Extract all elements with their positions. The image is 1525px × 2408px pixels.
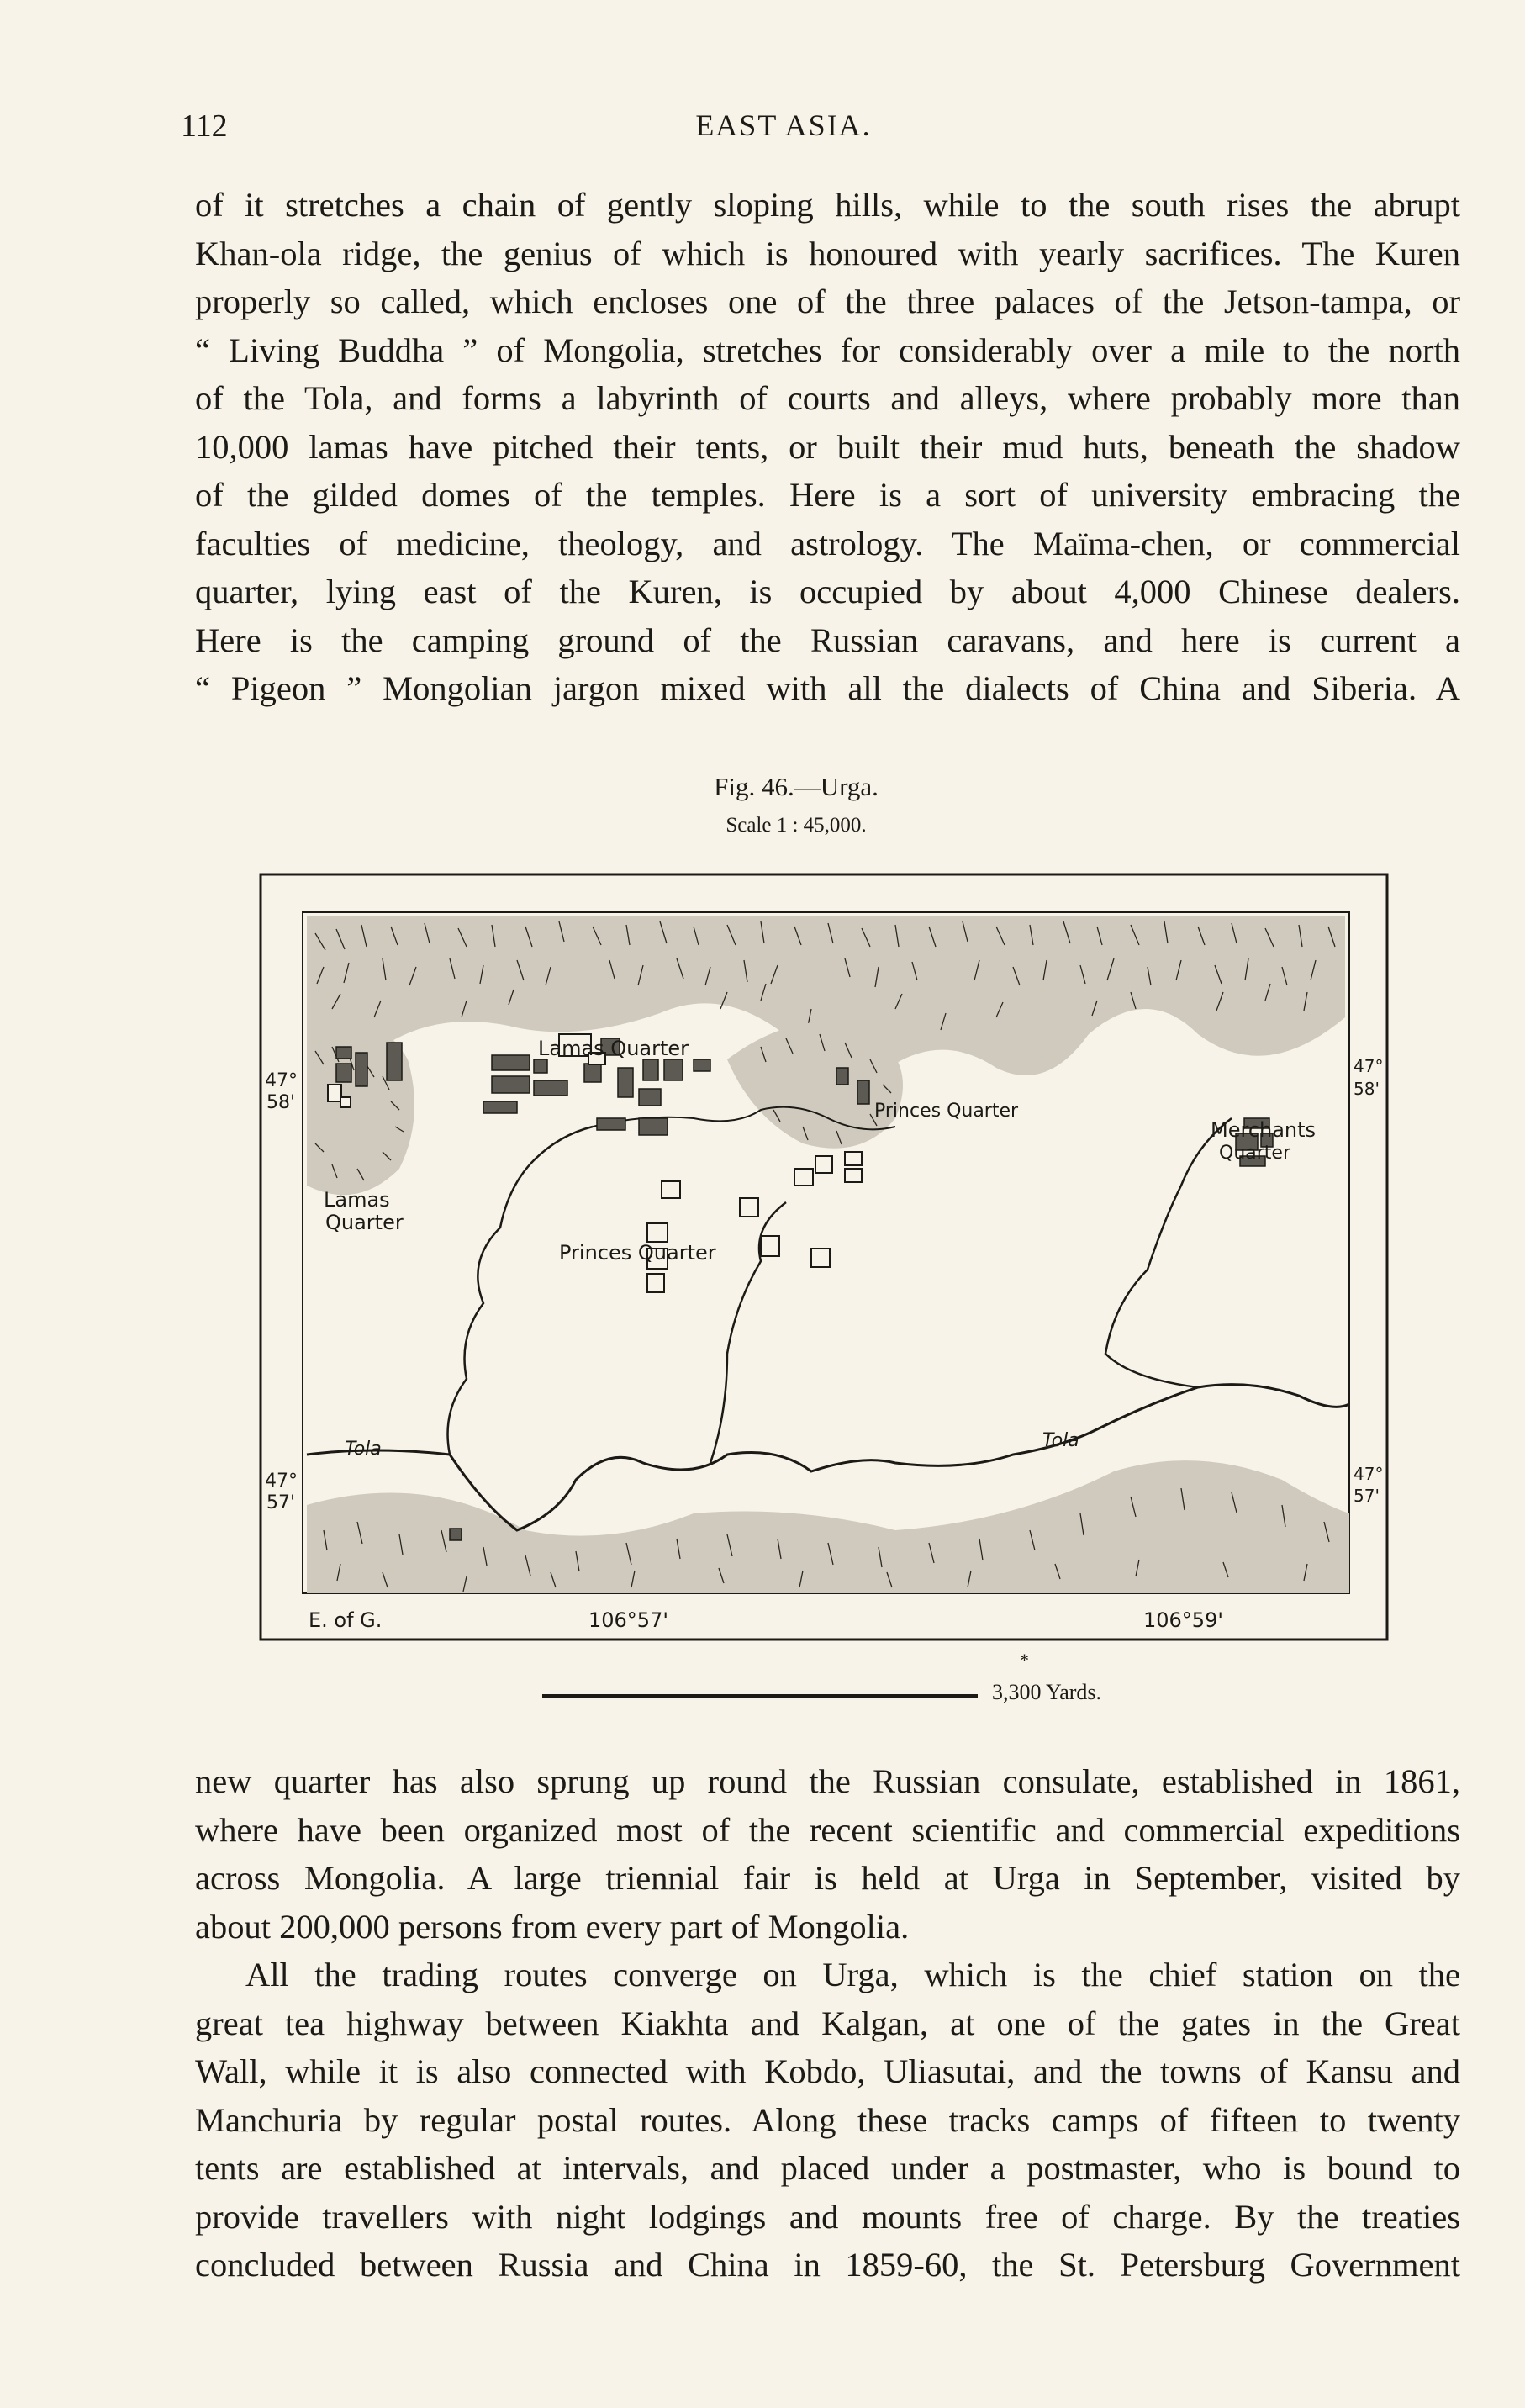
text-line: faculties of medicine, theology, and astrology. The Maïma-chen, or commercial	[195, 524, 1460, 562]
building	[811, 1249, 830, 1267]
label-princes-quarter-center: Princes Quarter	[559, 1241, 716, 1265]
scalebar	[542, 1694, 978, 1698]
building	[584, 1064, 601, 1082]
building	[328, 1085, 341, 1101]
building	[815, 1156, 832, 1173]
label-latitude-north-east: 58'	[1354, 1079, 1380, 1099]
text-line: Khan-ola ridge, the genius of which is honoured with yearly sacrifices. The Kuren	[195, 234, 1460, 272]
river-stream	[1105, 1118, 1232, 1387]
label-lamas-quarter-top: Lamas Quarter	[538, 1037, 689, 1060]
label-longitude-east: 106°59'	[1143, 1608, 1223, 1632]
label-latitude-south: 47°	[265, 1471, 298, 1492]
text-line: “ Living Buddha ” of Mongolia, stretches for considerably over a mile to the north	[195, 330, 1460, 369]
label-merchants-quarter: Quarter	[1219, 1143, 1290, 1164]
text-line: of the Tola, and forms a labyrinth of courts and alleys, where probably more than	[195, 379, 1460, 417]
text-line: 10,000 lamas have pitched their tents, or built their mud huts, beneath the shadow	[195, 427, 1460, 466]
building	[845, 1169, 862, 1182]
scalebar-mark: *	[1020, 1650, 1029, 1671]
building	[597, 1118, 625, 1130]
building	[694, 1059, 710, 1071]
building	[387, 1043, 402, 1080]
label-princes-quarter-northeast: Princes Quarter	[874, 1101, 1019, 1122]
building	[483, 1101, 517, 1113]
text-line: Manchuria by regular postal routes. Along these tracks camps of fifteen to twenty	[195, 2100, 1460, 2139]
label-meridian-note: E. of G.	[309, 1608, 383, 1632]
hills-south	[307, 1460, 1349, 1593]
text-line: properly so called, which encloses one of the three palaces of the Jetson-tampa, or	[195, 283, 1460, 320]
paragraph-2	[195, 1757, 1460, 1951]
building	[492, 1055, 530, 1070]
label-latitude-north: 47°	[265, 1070, 298, 1091]
scalebar-label: 3,300 Yards.	[992, 1680, 1102, 1704]
label-lamas-quarter-west: Lamas	[324, 1188, 390, 1212]
text-line: across Mongolia. A large triennial fair is held at Urga in September, visited by	[195, 1859, 1460, 1897]
figure-scale: Scale 1 : 45,000.	[726, 814, 867, 837]
label-river-tola-west: Tola	[345, 1439, 382, 1460]
text-line: tents are established at intervals, and placed under a postmaster, who is bound to	[195, 2149, 1460, 2187]
text-line: new quarter has also sprung up round the Russian consulate, established in 1861,	[195, 1762, 1460, 1800]
building	[336, 1047, 351, 1059]
building	[647, 1223, 668, 1242]
text-line: great tea highway between Kiakhta and Kalgan, at one of the gates in the Great	[195, 2004, 1460, 2042]
building	[639, 1089, 661, 1106]
label-latitude-south-east: 57'	[1354, 1486, 1380, 1506]
label-lamas-quarter-west: Quarter	[325, 1211, 404, 1234]
label-latitude-north: 58'	[266, 1092, 296, 1113]
label-longitude-west: 106°57'	[588, 1608, 668, 1632]
building	[664, 1059, 683, 1080]
figure-caption: Fig. 46.—Urga.	[714, 772, 879, 801]
label-latitude-south-east: 47°	[1354, 1464, 1384, 1484]
building	[534, 1059, 547, 1073]
building	[857, 1080, 869, 1104]
paragraph-3	[195, 1951, 1460, 2289]
building	[662, 1181, 680, 1198]
label-latitude-north-east: 47°	[1354, 1056, 1384, 1076]
building	[845, 1152, 862, 1165]
building	[794, 1169, 813, 1186]
building	[639, 1118, 668, 1135]
building	[643, 1059, 658, 1080]
paragraph-1	[195, 181, 1460, 713]
text-line: provide travellers with night lodgings and mounts free of charge. By the treaties	[195, 2197, 1460, 2236]
page-number: 112	[181, 108, 228, 144]
building	[340, 1097, 351, 1107]
text-line: of it stretches a chain of gently sloping hills, while to the south rises the abrupt	[195, 186, 1460, 224]
text-line: “ Pigeon ” Mongolian jargon mixed with all the dialects of China and Siberia. A	[195, 669, 1460, 707]
building	[336, 1064, 351, 1082]
running-head: EAST ASIA.	[695, 108, 872, 142]
building	[836, 1068, 848, 1085]
building	[492, 1076, 530, 1093]
building	[450, 1529, 462, 1540]
building	[356, 1053, 367, 1086]
text-line: concluded between Russia and China in 1859-60, the St. Petersburg Government	[195, 2246, 1460, 2284]
building	[761, 1236, 779, 1256]
label-latitude-south: 57'	[266, 1492, 296, 1513]
urga-map	[256, 866, 1391, 1644]
building	[647, 1274, 664, 1292]
text-line: Here is the camping ground of the Russian caravans, and here is current a	[195, 620, 1460, 659]
label-river-tola-east: Tola	[1042, 1430, 1079, 1451]
building	[740, 1198, 758, 1217]
text-line: quarter, lying east of the Kuren, is occupied by about 4,000 Chinese dealers.	[195, 573, 1460, 610]
text-line: of the gilded domes of the temples. Here is a sort of university embracing the	[195, 476, 1460, 514]
building	[618, 1068, 633, 1097]
river-stream	[448, 1127, 594, 1455]
building	[534, 1080, 567, 1096]
label-merchants-quarter: Merchants	[1211, 1118, 1317, 1142]
text-line: where have been organized most of the recent scientific and commercial expeditions	[195, 1810, 1460, 1849]
text-line: All the trading routes converge on Urga, which is the chief station on the	[245, 1956, 1460, 1993]
text-line: Wall, while it is also connected with Kobdo, Uliasutai, and the towns of Kansu and	[195, 2052, 1460, 2090]
text-line: about 200,000 persons from every part of Mongolia.	[195, 1907, 910, 1946]
